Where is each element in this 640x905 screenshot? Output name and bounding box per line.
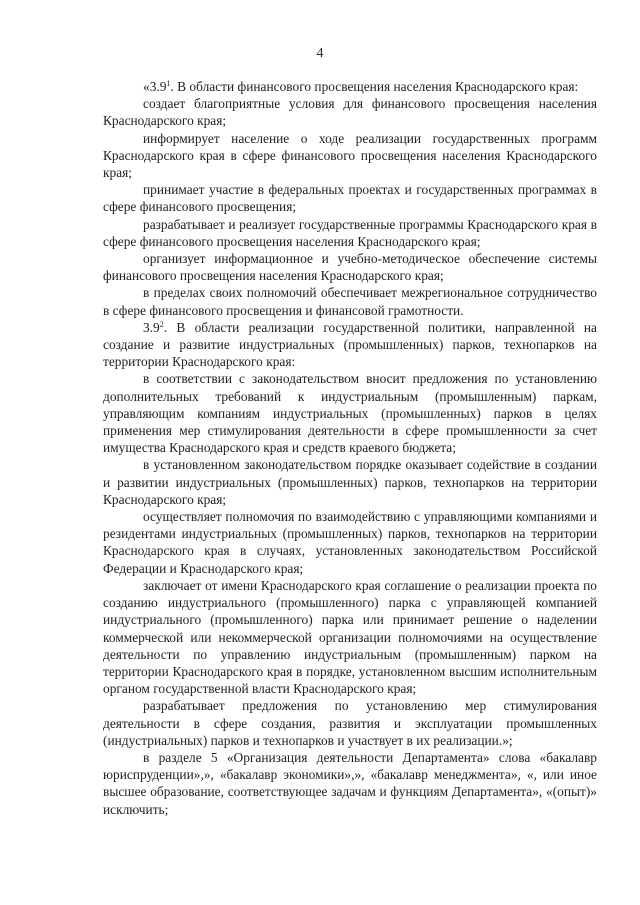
paragraph: информирует население о ходе реализации государственных программ Краснодарского края в сфере финансового просвещения населения Краснодарского края; [103,130,597,181]
paragraph-3-9-1 [103,78,597,95]
document-body [103,78,597,818]
paragraph: разрабатывает и реализует государственные программы Краснодарского края в сфере финансового просвещения населения Краснодарского края; [103,216,597,249]
paragraph-3-9-2 [103,319,597,371]
superscript-1: 1 [166,79,171,88]
paragraph: создает благоприятные условия для финансового просвещения населения Краснодарского края; [103,96,597,129]
paragraph: заключает от имени Краснодарского края соглашение о реализации проекта по созданию индустриального (промышленного) парка с управляющей компанией индустриального (промышленного) парка или принимает решение о наделении коммерческой или некоммерческой организации полномочиями на осуществление деятельности по управлению индустриальным (промышленным) парком на территории Краснодарского края в порядке, установленном высшим исполнительным органом государственной власти Краснодарского края; [103,577,597,697]
paragraph: в соответствии с законодательством вносит предложения по установлению дополнительных требований к индустриальным (промышленным) паркам, управляющим компаниям индустриальных (промышленных) парков в целях применения мер стимулирования деятельности в сфере промышленности за счет имущества Краснодарского края и средств краевого бюджета; [103,371,597,456]
paragraph: в установленном законодательством порядке оказывает содействие в создании и развитии индустриальных (промышленных) парков, технопарков на территории Краснодарского края; [103,457,597,507]
paragraph: в пределах своих полномочий обеспечивает межрегиональное сотрудничество в сфере финансового просвещения и финансовой грамотности. [103,285,597,318]
paragraph: осуществляет полномочия по взаимодействию с управляющими компаниями и резидентами индустриальных (промышленных) парков, технопарков на территории Краснодарского края в случаях, установленных законодательством Российской Федерации и Краснодарского края; [103,509,597,576]
superscript-2: 2 [159,319,164,329]
paragraph: организует информационное и учебно-методическое обеспечение системы финансового просвещения населения Краснодарского края; [103,251,597,284]
section-number: «3.9 [143,79,167,94]
paragraph-text: . В области финансового просвещения населения Краснодарского края: [170,79,579,94]
section-number: 3.9 [143,319,160,335]
paragraph-text: . В области реализации государственной политики, направленной на создание и развитие индустриальных (промышленных) парков, технопарков на территории Краснодарского края: [103,319,597,370]
paragraph: в разделе 5 «Организация деятельности Департамента» слова «бакалавр юриспруденции»,», «бакалавр экономики»,», «бакалавр менеджмента», «, или иное высшее образование, соответствующее задачам и функциям Департамента», «(опыт)» исключить; [103,749,597,817]
page-number: 4 [316,46,324,61]
paragraph: принимает участие в федеральных проектах и государственных программах в сфере финансового просвещения; [103,182,597,215]
paragraph: разрабатывает предложения по установлению мер стимулирования деятельности в сфере создания, развития и эксплуатации промышленных (индустриальных) парков и технопарков и участвует в их реализации.»; [103,698,597,748]
